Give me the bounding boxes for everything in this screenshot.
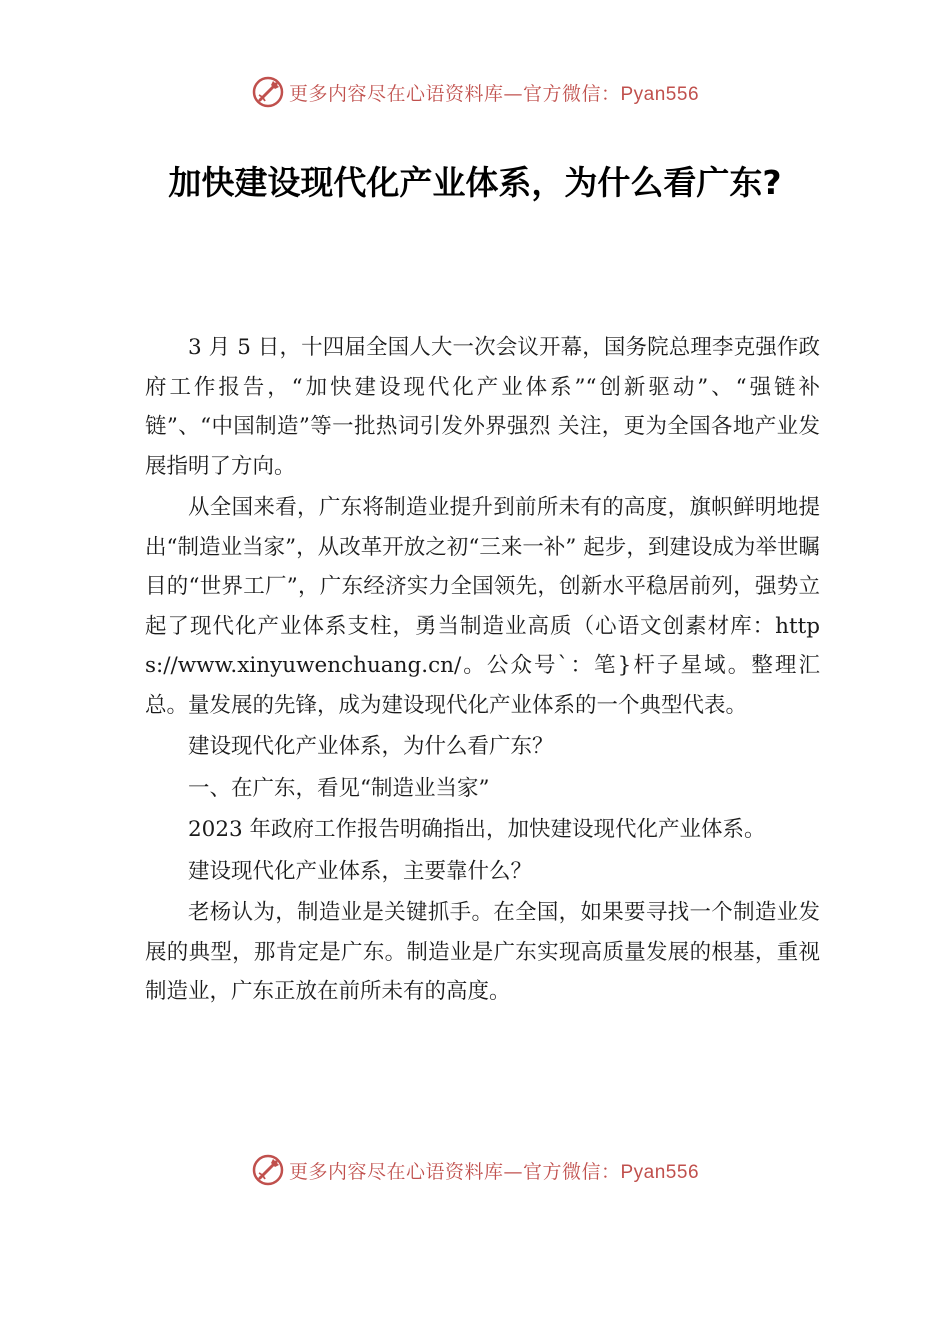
- paragraph: 3 月 5 日，十四届全国人大一次会议开幕，国务院总理李克强作政府工作报告，“加快建设现代化产业体系”“创新驱动”、“强链补链”、“中国制造”等一批热词引发外界强烈 关注，更为全国各地产业发展指明了方向。: [145, 335, 820, 479]
- watermark-footer: [0, 1150, 950, 1190]
- watermark-header: [0, 72, 950, 112]
- page-title: 加快建设现代化产业体系，为什么看广东?: [168, 163, 782, 202]
- paragraph: 建设现代化产业体系，为什么看广东？: [188, 734, 554, 759]
- watermark-text: 更多内容尽在心语资料库—官方微信：Pyan556: [288, 82, 700, 105]
- paragraph: 老杨认为，制造业是关键抓手。在全国，如果要寻找一个制造业发展的典型，那肯定是广东。制造业是广东实现高质量发展的根基，重视制造业，广东正放在前所未有的高度。: [145, 900, 820, 1004]
- article-body: [145, 328, 820, 1012]
- paragraph: 建设现代化产业体系，主要靠什么？: [188, 858, 533, 884]
- section-heading: 一、在广东，看见“制造业当家”: [188, 775, 490, 801]
- paragraph: 从全国来看，广东将制造业提升到前所未有的高度，旗帜鲜明地提出“制造业当家”，从改革开放之初“三来一补” 起步，到建设成为举世瞩目的“世界工厂”，广东经济实力全国领先，创新水平稳居前列，强势立起了现代化产业体系支柱，勇当制造业高质（心语文创素材库：https://www.xinyuwenchuang.cn/。公众号`：笔}杆子星域。整理汇总。量发展的先锋，成为建设现代化产业体系的一个典型代表。: [145, 495, 820, 718]
- pen-logo-icon: [251, 1153, 285, 1187]
- paragraph: 2023 年政府工作报告明确指出，加快建设现代化产业体系。: [188, 817, 766, 842]
- pen-logo-icon: [251, 75, 285, 109]
- watermark-text: 更多内容尽在心语资料库—官方微信：Pyan556: [288, 1160, 700, 1183]
